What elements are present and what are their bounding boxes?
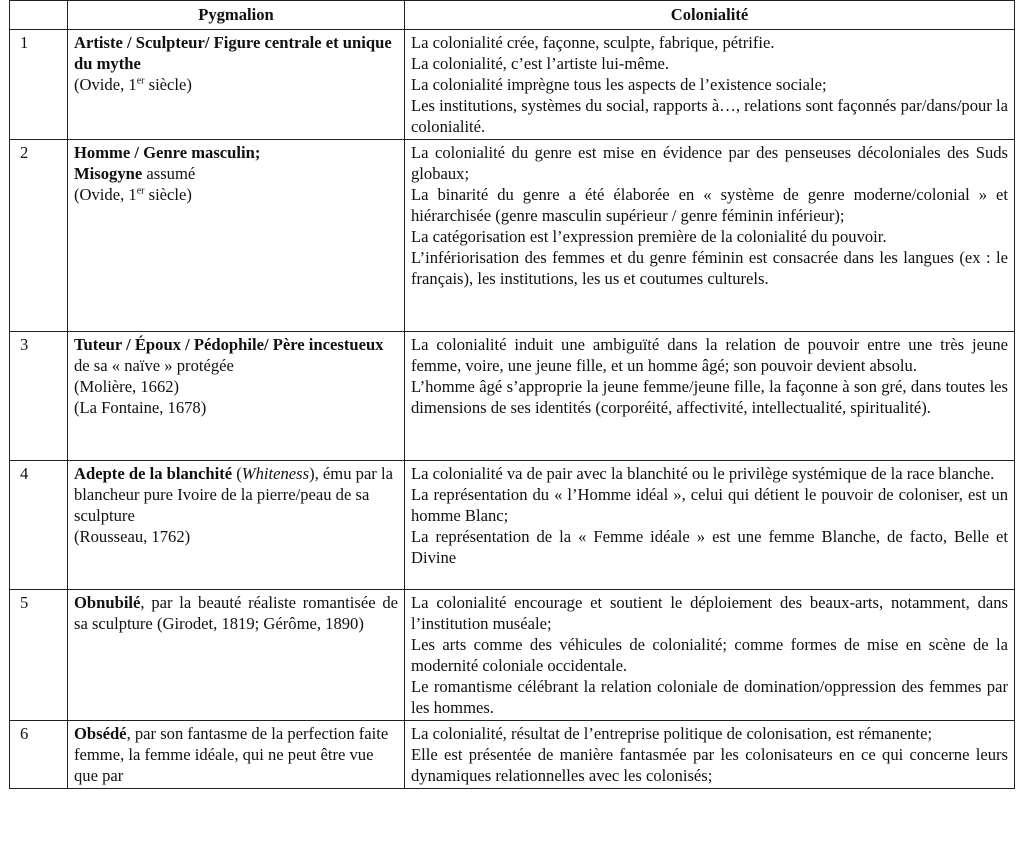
table-row [10, 461, 1015, 590]
colonialite-line: La catégorisation est l’expression première de la colonialité du pouvoir. [411, 227, 887, 246]
paren-close: ), [309, 464, 319, 483]
table-row [10, 140, 1015, 332]
pygmalion-cell [68, 721, 405, 789]
colonialite-line: La colonialité va de pair avec la blanchité ou le privilège systémique de la race blanche. [411, 464, 995, 483]
reference-text: siècle) [144, 185, 192, 204]
pygmalion-figure: Obnubilé [74, 593, 141, 612]
pygmalion-description-rest: de sa « naïve » protégée [74, 356, 234, 375]
pygmalion-description [74, 593, 398, 633]
pygmalion-coloniality-table [9, 0, 1015, 789]
colonialite-line: La colonialité, c’est l’artiste lui-même. [411, 54, 670, 73]
pygmalion-cell [68, 590, 405, 721]
row-number: 6 [10, 721, 68, 789]
pygmalion-description [74, 724, 388, 785]
row-number: 5 [10, 590, 68, 721]
pygmalion-reference: (Rousseau, 1762) [74, 527, 191, 546]
reference-text: (Ovide, 1 [74, 185, 137, 204]
colonialite-line: Les arts comme des véhicules de colonialité; comme formes de mise en scène de la modernité coloniale occidentale. [411, 635, 1008, 675]
pygmalion-cell [68, 461, 405, 590]
reference-text: siècle) [144, 75, 192, 94]
colonialite-line: L’homme âgé s’approprie la jeune femme/jeune fille, la façonne à son gré, dans toutes les dimensions de ses identités (corporéité, affectivité, intellectualité, spiritualité). [411, 377, 1008, 417]
colonialite-line: La représentation de la « Femme idéale » est une femme Blanche, de facto, Belle et Divine [411, 527, 1008, 567]
colonialite-cell [405, 140, 1015, 332]
pygmalion-description [74, 335, 383, 375]
pygmalion-cell [68, 140, 405, 332]
colonialite-line: Elle est présentée de manière fantasmée par les colonisateurs en ce qui concerne leurs dynamiques relationnelles avec les colonisés; [411, 745, 1008, 785]
table-header-row [10, 1, 1015, 30]
pygmalion-reference: (Molière, 1662) [74, 377, 180, 396]
colonialite-cell [405, 721, 1015, 789]
colonialite-line: La colonialité du genre est mise en évidence par des penseuses décoloniales des Suds globaux; [411, 143, 1008, 183]
colonialite-cell [405, 332, 1015, 461]
colonialite-cell [405, 461, 1015, 590]
pygmalion-cell [68, 332, 405, 461]
pygmalion-description [74, 464, 393, 525]
table-row [10, 30, 1015, 140]
colonialite-line: La colonialité imprègne tous les aspects de l’existence sociale; [411, 75, 827, 94]
pygmalion-description-rest: , par la beauté réaliste romantisée de sa sculpture (Girodet, 1819; Gérôme, 1890) [74, 593, 398, 633]
colonialite-line: La colonialité induit une ambiguïté dans la relation de pouvoir entre une très jeune femme, voire, une jeune fille, et un homme âgé; son pouvoir devient absolu. [411, 335, 1008, 375]
pygmalion-cell [68, 30, 405, 140]
reference-superscript: er [136, 75, 145, 87]
header-colonialite: Colonialité [405, 1, 1015, 30]
pygmalion-trait-rest: assumé [142, 164, 196, 183]
pygmalion-reference: (La Fontaine, 1678) [74, 398, 207, 417]
pygmalion-description-rest: ému par la blancheur pure Ivoire de la pierre/peau de sa sculpture [74, 464, 393, 525]
header-number [10, 1, 68, 30]
table-row [10, 590, 1015, 721]
pygmalion-figure: Adepte de la blanchité [74, 464, 233, 483]
pygmalion-description-rest: , par son fantasme de la perfection faite femme, la femme idéale, qui ne peut être vue que par [74, 724, 389, 785]
pygmalion-figure: Artiste / Sculpteur/ Figure centrale et unique du mythe [74, 33, 392, 73]
pygmalion-trait-bold: Misogyne [74, 164, 143, 183]
table-row [10, 721, 1015, 789]
colonialite-line: L’infériorisation des femmes et du genre féminin est consacrée dans les langues (ex : le français), les institutions, les us et coutumes culturels. [411, 248, 1008, 288]
row-number: 1 [10, 30, 68, 140]
pygmalion-reference [74, 184, 398, 205]
table-row [10, 332, 1015, 461]
pygmalion-trait [74, 163, 398, 184]
colonialite-line: La représentation du « l’Homme idéal », celui qui détient le pouvoir de coloniser, est un homme Blanc; [411, 485, 1008, 525]
pygmalion-italic-term: Whiteness [241, 464, 310, 483]
colonialite-line: La colonialité crée, façonne, sculpte, fabrique, pétrifie. [411, 33, 775, 52]
colonialite-cell [405, 590, 1015, 721]
row-number: 2 [10, 140, 68, 332]
colonialite-line: La binarité du genre a été élaborée en « système de genre moderne/colonial » et hiérarchisée (genre masculin supérieur / genre féminin inférieur); [411, 185, 1008, 225]
pygmalion-figure: Obsédé [74, 724, 127, 743]
colonialite-cell [405, 30, 1015, 140]
row-number: 3 [10, 332, 68, 461]
pygmalion-figure: Tuteur / Époux / Pédophile/ Père incestueux [74, 335, 384, 354]
reference-superscript: er [136, 185, 145, 197]
colonialite-line: Les institutions, systèmes du social, rapports à…, relations sont façonnés par/dans/pour la colonialité. [411, 96, 1008, 136]
colonialite-line: Le romantisme célébrant la relation coloniale de domination/oppression des femmes par les hommes. [411, 677, 1008, 717]
colonialite-line: La colonialité, résultat de l’entreprise politique de colonisation, est rémanente; [411, 724, 933, 743]
header-pygmalion: Pygmalion [68, 1, 405, 30]
paren-open: ( [232, 464, 242, 483]
pygmalion-figure: Homme / Genre masculin; [74, 143, 261, 162]
reference-text: (Ovide, 1 [74, 75, 137, 94]
colonialite-line: La colonialité encourage et soutient le déploiement des beaux-arts, notamment, dans l’institution muséale; [411, 593, 1008, 633]
row-number: 4 [10, 461, 68, 590]
pygmalion-reference [74, 74, 398, 95]
